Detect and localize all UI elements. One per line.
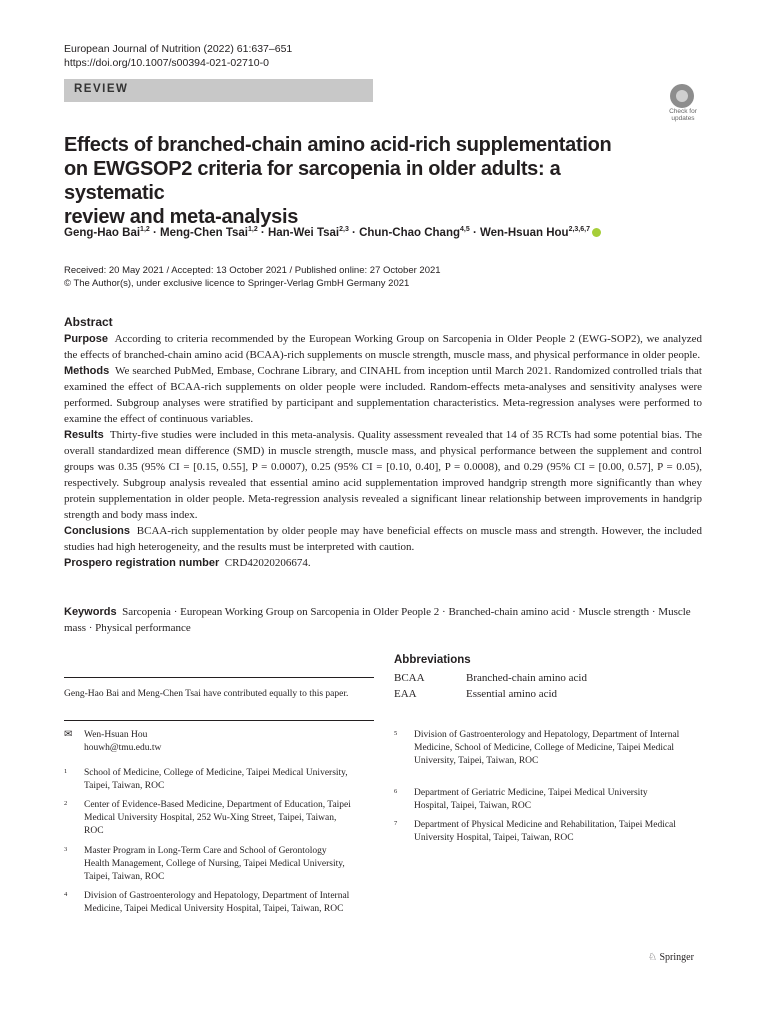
affiliation-number: 6	[394, 788, 398, 795]
abbreviation-term: EAA	[394, 688, 417, 700]
keywords-label: Keywords	[64, 606, 117, 618]
results-text: Thirty-five studies were included in this meta-analysis. Quality assessment revealed that 14 of 35 RCTs had some potential bias. The overall standardized mean difference (SMD) in muscle strength, muscle mass, and physical performance between the supplement and control groups was 0.35 (95% CI = [0.15, 0.55], P = 0.0007), 0.25 (95% CI = [0.10, 0.40], P = 0.0008), and 0.29 (95% CI = [0.00, 0.57], P = 0.05), respectively. Subgroup analysis revealed that essential amino acid supplementation improved handgrip strength more significantly than whey protein supplementation in older people. Meta-regression analysis revealed a significant linear relationship between improvements in handgrip strength and body mass index.	[64, 429, 702, 521]
abbreviation-term: BCAA	[394, 672, 425, 684]
title-line: on EWGSOP2 criteria for sarcopenia in older adults: a systematic	[64, 158, 561, 204]
footnote-divider	[64, 720, 374, 721]
author-list: Geng-Hao Bai$^{1,2}$ · Meng-Chen Tsai$^{1,2}$ · Han-Wei Tsai$^{2,3}$ · Chun-Chao Chang$^{4,5}$ · Wen-Hsuan Hou$^{2,3,6,7}$	[64, 226, 601, 239]
abbreviation-row	[394, 686, 557, 702]
title-line: review and meta-analysis	[64, 206, 299, 228]
author-affiliation-sup: 1,2	[247, 226, 258, 233]
footnote-divider	[64, 677, 374, 678]
author-affiliation-sup: 2,3	[339, 226, 349, 233]
orcid-icon[interactable]	[592, 228, 601, 237]
affiliation-text: Division of Gastroenterology and Hepatology, Department of Internal Medicine, Taipei Medical University Hospital, Taipei, Taiwan, ROC	[84, 891, 350, 914]
abstract-heading: Abstract	[64, 315, 113, 329]
author-affiliation-sup: 4,5	[460, 226, 470, 233]
abbreviation-definition: Branched-chain amino acid	[466, 672, 587, 684]
conclusions-label: Conclusions	[64, 525, 131, 537]
abstract-methods	[64, 363, 702, 427]
journal-citation: European Journal of Nutrition (2022) 61:637–651	[64, 43, 293, 55]
abstract-results	[64, 427, 702, 523]
title-line: Effects of branched-chain amino acid-rich supplementation	[64, 134, 612, 156]
author-affiliation-sup: 1,2	[140, 226, 150, 233]
affiliation-text: Department of Physical Medicine and Rehabilitation, Taipei Medical University Hospital, Taipei, Taiwan, ROC	[414, 820, 676, 843]
badge-line-2: updates	[671, 115, 695, 122]
purpose-label: Purpose	[64, 333, 109, 345]
affiliation-number: 3	[64, 846, 68, 853]
methods-label: Methods	[64, 365, 110, 377]
affiliation-number: 7	[394, 820, 398, 827]
update-check-icon	[670, 84, 694, 108]
methods-text: We searched PubMed, Embase, Cochrane Library, and CINAHL from inception until March 2021. Randomized controlled trials that examined the effect of BCAA-rich supplements on older people were included. Random-effects meta-analyses and sensitivity analyses were performed. Subgroup analyses were stratified by participant and supplementation characteristics. Meta-regression analyses were performed to examine the effect of continuous variables.	[64, 365, 702, 425]
affiliation-item	[64, 767, 364, 795]
abbreviation-definition: Essential amino acid	[466, 688, 558, 700]
affiliation-item	[394, 787, 694, 815]
keywords	[64, 604, 702, 636]
abbreviations-heading: Abbreviations	[394, 654, 471, 666]
envelope-icon: ✉	[64, 729, 73, 740]
affiliation-text: Center of Evidence-Based Medicine, Department of Education, Taipei Medical University Hospital, 252 Wu-Xing Street, Taipei, Taiwan, ROC	[84, 800, 351, 836]
publication-dates	[64, 264, 441, 290]
article-title	[64, 133, 664, 229]
journal-header	[64, 42, 292, 70]
abstract-prospero	[64, 555, 702, 571]
affiliation-item	[64, 845, 364, 885]
abbreviation-row	[394, 670, 587, 686]
affiliation-number: 1	[64, 768, 68, 775]
copyright-line: © The Author(s), under exclusive licence to Springer-Verlag GmbH Germany 2021	[64, 278, 410, 289]
correspondence	[64, 729, 364, 755]
author-name[interactable]: Chun-Chao Chang	[359, 226, 461, 239]
keywords-text: Sarcopenia · European Working Group on Sarcopenia in Older People 2 · Branched-chain amino acid · Muscle strength · Muscle mass · Physical performance	[64, 606, 691, 634]
author-name[interactable]: Wen-Hsuan Hou	[479, 226, 569, 239]
contribution-note: Geng-Hao Bai and Meng-Chen Tsai have contributed equally to this paper.	[64, 689, 349, 699]
check-for-updates-badge[interactable]	[662, 84, 704, 126]
affiliation-text: School of Medicine, College of Medicine, Taipei Medical University, Taipei, Taiwan, ROC	[84, 768, 348, 791]
author-name[interactable]: Geng-Hao Bai	[64, 226, 141, 239]
results-label: Results	[64, 429, 104, 441]
section-label: REVIEW	[74, 83, 129, 95]
affiliation-text: Master Program in Long-Term Care and School of Gerontology Health Management, College of Nursing, Taipei Medical University, Taipei, Taiwan, ROC	[84, 846, 345, 882]
badge-line-1: Check for	[669, 108, 697, 115]
affiliation-item	[394, 729, 694, 781]
affiliation-item	[394, 819, 694, 847]
affiliation-text: Division of Gastroenterology and Hepatology, Department of Internal Medicine, School of Medicine, College of Medicine, Taipei Medical University, Taipei, Taiwan, ROC	[414, 730, 680, 766]
section-label-bar	[64, 79, 373, 102]
author-affiliation-sup: 2,3,6,7	[568, 226, 590, 233]
prospero-label: Prospero registration number	[64, 557, 220, 569]
abstract-body	[64, 331, 702, 571]
affiliation-item	[64, 890, 364, 930]
affiliation-text: Department of Geriatric Medicine, Taipei Medical University Hospital, Taipei, Taiwan, ROC	[414, 788, 648, 811]
affiliation-number: 2	[64, 800, 68, 807]
publisher-footer	[648, 952, 694, 963]
springer-logo-icon: ♘	[648, 952, 657, 963]
prospero-number: CRD42020206674.	[224, 557, 311, 569]
author-name[interactable]: Han-Wei Tsai	[267, 226, 340, 239]
publisher-name: Springer	[659, 952, 694, 963]
conclusions-text: BCAA-rich supplementation by older people may have beneficial effects on muscle mass and strength. However, the included studies had high heterogeneity, and the results must be interpreted with caution.	[64, 525, 702, 553]
purpose-text: According to criteria recommended by the European Working Group on Sarcopenia in Older People 2 (EWG-SOP2), we analyzed the effects of branched-chain amino acid (BCAA)-rich supplements on muscle strength, muscle mass, and physical performance in older people.	[64, 333, 702, 361]
affiliation-item	[64, 799, 364, 839]
affiliation-number: 5	[394, 730, 398, 737]
affiliation-number: 4	[64, 891, 68, 898]
email-link[interactable]: houwh@tmu.edu.tw	[84, 743, 162, 753]
doi-link[interactable]: https://doi.org/10.1007/s00394-021-02710-0	[64, 57, 269, 69]
abstract-conclusions	[64, 523, 702, 555]
author-name[interactable]: Meng-Chen Tsai	[160, 226, 248, 239]
abstract-purpose	[64, 331, 702, 363]
corresponding-author: Wen-Hsuan Hou	[84, 730, 148, 740]
dates-line: Received: 20 May 2021 / Accepted: 13 October 2021 / Published online: 27 October 2021	[64, 265, 441, 276]
